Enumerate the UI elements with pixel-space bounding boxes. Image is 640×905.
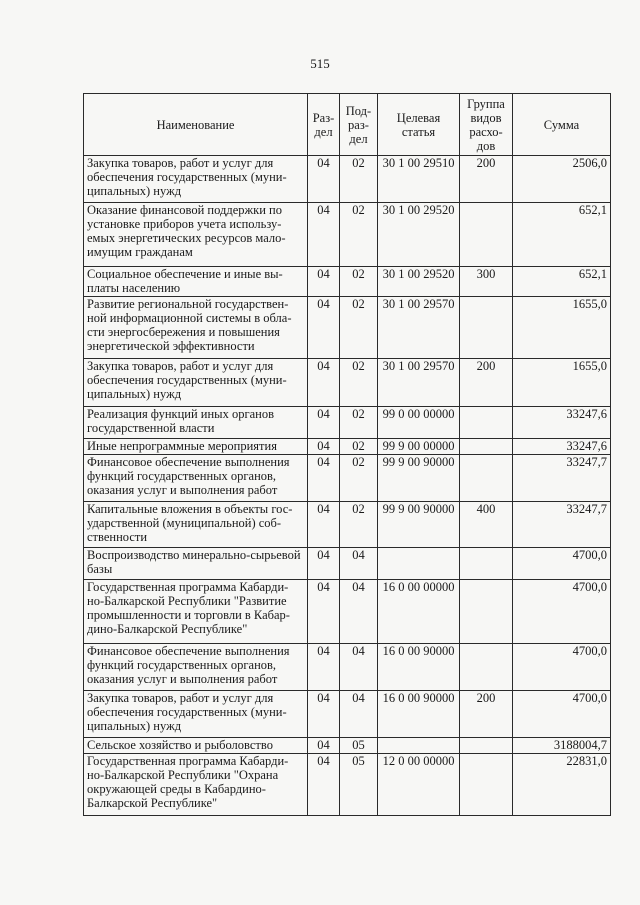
cell-podrazdel: 04 [340, 548, 378, 580]
table-body [84, 156, 611, 816]
cell-razdel: 04 [308, 297, 340, 359]
cell-podrazdel: 02 [340, 359, 378, 407]
cell-target: 30 1 00 29510 [378, 156, 460, 203]
cell-name: Иные непрограммные мероприятия [84, 439, 308, 455]
budget-table [83, 93, 611, 816]
cell-sum: 33247,7 [513, 502, 611, 548]
cell-group: 300 [460, 267, 513, 297]
cell-group: 400 [460, 502, 513, 548]
cell-podrazdel: 02 [340, 407, 378, 439]
cell-target: 99 9 00 00000 [378, 439, 460, 455]
header-sum: Сумма [513, 94, 611, 156]
cell-sum: 33247,6 [513, 439, 611, 455]
cell-sum: 1655,0 [513, 297, 611, 359]
cell-sum: 652,1 [513, 203, 611, 267]
cell-sum: 33247,6 [513, 407, 611, 439]
cell-podrazdel: 02 [340, 297, 378, 359]
cell-sum: 3188004,7 [513, 738, 611, 754]
table-row [84, 502, 611, 548]
header-group: Группа видов расхо-дов [460, 94, 513, 156]
header-podrazdel: Под-раз-дел [340, 94, 378, 156]
cell-sum: 652,1 [513, 267, 611, 297]
cell-podrazdel: 02 [340, 203, 378, 267]
table-row [84, 580, 611, 644]
cell-podrazdel: 05 [340, 754, 378, 816]
table-row [84, 156, 611, 203]
cell-razdel: 04 [308, 359, 340, 407]
cell-razdel: 04 [308, 502, 340, 548]
cell-sum: 33247,7 [513, 455, 611, 502]
table-row [84, 297, 611, 359]
cell-group: 200 [460, 691, 513, 738]
cell-target: 30 1 00 29570 [378, 297, 460, 359]
cell-razdel: 04 [308, 691, 340, 738]
cell-group: 200 [460, 359, 513, 407]
cell-group [460, 407, 513, 439]
cell-name: Сельское хозяйство и рыболовство [84, 738, 308, 754]
cell-target: 12 0 00 00000 [378, 754, 460, 816]
table-row [84, 738, 611, 754]
cell-target [378, 738, 460, 754]
table-row [84, 439, 611, 455]
cell-name: Закупка товаров, работ и услуг для обеспечения государственных (муни-ципальных) нужд [84, 691, 308, 738]
cell-group [460, 738, 513, 754]
cell-name: Реализация функций иных органов государственной власти [84, 407, 308, 439]
cell-target: 30 1 00 29520 [378, 267, 460, 297]
table-row [84, 407, 611, 439]
cell-razdel: 04 [308, 156, 340, 203]
cell-sum: 22831,0 [513, 754, 611, 816]
cell-name: Финансовое обеспечение выполнения функций государственных органов, оказания услуг и выполнения работ [84, 455, 308, 502]
cell-sum: 4700,0 [513, 644, 611, 691]
cell-group [460, 580, 513, 644]
cell-target: 99 0 00 00000 [378, 407, 460, 439]
cell-group [460, 754, 513, 816]
cell-group [460, 455, 513, 502]
cell-group [460, 297, 513, 359]
cell-target: 99 9 00 90000 [378, 502, 460, 548]
cell-razdel: 04 [308, 439, 340, 455]
table-row [84, 754, 611, 816]
header-row [84, 94, 611, 156]
cell-sum: 2506,0 [513, 156, 611, 203]
cell-razdel: 04 [308, 754, 340, 816]
header-razdel: Раз-дел [308, 94, 340, 156]
cell-name: Закупка товаров, работ и услуг для обеспечения государственных (муни-ципальных) нужд [84, 156, 308, 203]
table-row [84, 548, 611, 580]
cell-group [460, 644, 513, 691]
cell-target [378, 548, 460, 580]
cell-razdel: 04 [308, 203, 340, 267]
cell-group [460, 203, 513, 267]
cell-target: 99 9 00 90000 [378, 455, 460, 502]
cell-target: 30 1 00 29570 [378, 359, 460, 407]
cell-razdel: 04 [308, 455, 340, 502]
cell-sum: 4700,0 [513, 548, 611, 580]
cell-sum: 1655,0 [513, 359, 611, 407]
cell-target: 16 0 00 90000 [378, 644, 460, 691]
cell-podrazdel: 02 [340, 502, 378, 548]
cell-target: 16 0 00 90000 [378, 691, 460, 738]
cell-group [460, 439, 513, 455]
cell-podrazdel: 02 [340, 267, 378, 297]
cell-razdel: 04 [308, 580, 340, 644]
cell-name: Закупка товаров, работ и услуг для обеспечения государственных (муни-ципальных) нужд [84, 359, 308, 407]
cell-name: Оказание финансовой поддержки по установке приборов учета использу-емых энергетических ресурсов мало-имущим гражданам [84, 203, 308, 267]
cell-podrazdel: 04 [340, 691, 378, 738]
cell-podrazdel: 02 [340, 439, 378, 455]
cell-name: Развитие региональной государствен-ной информационной системы в обла-сти энергосбережения и повышения энергетической эффективности [84, 297, 308, 359]
cell-razdel: 04 [308, 407, 340, 439]
cell-group: 200 [460, 156, 513, 203]
table-row [84, 644, 611, 691]
cell-name: Государственная программа Кабарди-но-Балкарской Республики "Охрана окружающей среды в Кабардино-Балкарской Республике" [84, 754, 308, 816]
table-row [84, 359, 611, 407]
cell-name: Государственная программа Кабарди-но-Балкарской Республики "Развитие промышленности и торговли в Кабар-дино-Балкарской Республике" [84, 580, 308, 644]
header-name: Наименование [84, 94, 308, 156]
cell-podrazdel: 02 [340, 156, 378, 203]
cell-podrazdel: 04 [340, 580, 378, 644]
cell-name: Социальное обеспечение и иные вы-платы населению [84, 267, 308, 297]
cell-razdel: 04 [308, 548, 340, 580]
cell-name: Воспроизводство минерально-сырьевой базы [84, 548, 308, 580]
cell-podrazdel: 04 [340, 644, 378, 691]
cell-target: 30 1 00 29520 [378, 203, 460, 267]
cell-podrazdel: 05 [340, 738, 378, 754]
cell-name: Капитальные вложения в объекты гос-ударственной (муниципальной) соб-ственности [84, 502, 308, 548]
cell-group [460, 548, 513, 580]
header-target: Целевая статья [378, 94, 460, 156]
table-row [84, 267, 611, 297]
cell-sum: 4700,0 [513, 580, 611, 644]
cell-podrazdel: 02 [340, 455, 378, 502]
cell-razdel: 04 [308, 644, 340, 691]
table-row [84, 203, 611, 267]
cell-razdel: 04 [308, 738, 340, 754]
cell-razdel: 04 [308, 267, 340, 297]
cell-target: 16 0 00 00000 [378, 580, 460, 644]
cell-name: Финансовое обеспечение выполнения функций государственных органов, оказания услуг и выполнения работ [84, 644, 308, 691]
cell-sum: 4700,0 [513, 691, 611, 738]
table-row [84, 691, 611, 738]
table-row [84, 455, 611, 502]
page-number: 515 [310, 56, 330, 71]
